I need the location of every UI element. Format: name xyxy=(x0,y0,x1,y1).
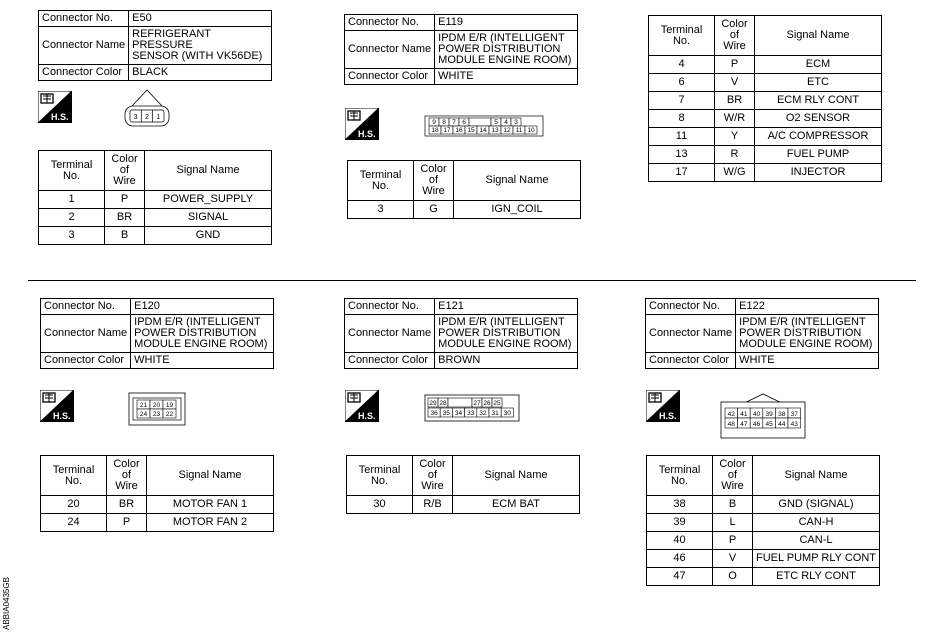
pin-number: 7 xyxy=(452,119,456,126)
pin-number: 15 xyxy=(467,127,475,134)
table-row: 3 G IGN_COIL xyxy=(348,201,581,219)
terminal-no-header: Terminal No. xyxy=(41,456,107,496)
name-line: REFRIGERANT PRESSURE xyxy=(132,28,211,51)
table-row: 30 R/B ECM BAT xyxy=(347,496,580,514)
connector-no-value: E119 xyxy=(435,15,578,31)
pin-number: 32 xyxy=(479,410,487,417)
hs-icon xyxy=(40,390,74,422)
svg-text:H.S.: H.S. xyxy=(53,411,71,421)
pin-number: 48 xyxy=(727,421,735,428)
pin-number: 17 xyxy=(443,127,451,134)
pin-number: 12 xyxy=(503,127,511,134)
connector-color-label: Connector Color xyxy=(345,353,435,369)
e119-terminal-table xyxy=(347,160,581,219)
connector-name-value: IPDM E/R (INTELLIGENT POWER DISTRIBUTION MODULE ENGINE ROOM) xyxy=(435,315,578,353)
e50-connector-header xyxy=(38,10,272,81)
connector-no-label: Connector No. xyxy=(41,299,131,315)
connector-no-value: E121 xyxy=(435,299,578,315)
table-row: 11 Y A/C COMPRESSOR xyxy=(649,128,882,146)
pin-number: 33 xyxy=(467,410,475,417)
connector-name-value: IPDM E/R (INTELLIGENT POWER DISTRIBUTION MODULE ENGINE ROOM) xyxy=(435,31,578,69)
table-row: 1 P POWER_SUPPLY xyxy=(39,191,272,209)
pin-number: 43 xyxy=(790,421,798,428)
pin-number: 44 xyxy=(778,421,786,428)
signal-name-header: Signal Name xyxy=(145,151,272,191)
pin-number: 26 xyxy=(483,400,491,407)
connector-no-label: Connector No. xyxy=(345,15,435,31)
table-row: 2 BR SIGNAL xyxy=(39,209,272,227)
connector-color-value: BLACK xyxy=(129,65,272,81)
hs-icon xyxy=(345,108,379,140)
pin-number: 39 xyxy=(765,411,773,418)
connector-color-value: WHITE xyxy=(736,353,879,369)
connector-color-value: WHITE xyxy=(435,69,578,85)
connector-name-value: IPDM E/R (INTELLIGENT POWER DISTRIBUTION MODULE ENGINE ROOM) xyxy=(131,315,274,353)
wire-color-header: Color of Wire xyxy=(107,456,147,496)
terminal-no-header: Terminal No. xyxy=(348,161,414,201)
pin-number: 3 xyxy=(514,119,518,126)
connector-name-label: Connector Name xyxy=(345,31,435,69)
pin-number: 8 xyxy=(442,119,446,126)
connector-name-label: Connector Name xyxy=(646,315,736,353)
pin-number: 28 xyxy=(439,400,447,407)
pin-number: 45 xyxy=(765,421,773,428)
svg-text:H.S.: H.S. xyxy=(659,411,677,421)
pin-number: 22 xyxy=(165,411,174,418)
table-row: 39 L CAN-H xyxy=(647,514,880,532)
table-row: 17 W/G INJECTOR xyxy=(649,164,882,182)
connector-color-value: WHITE xyxy=(131,353,274,369)
e122-connector-header xyxy=(645,298,879,369)
pin-number: 19 xyxy=(165,402,174,409)
pin-number: 40 xyxy=(752,411,761,418)
e120-connector-face xyxy=(128,392,186,426)
pin-number: 5 xyxy=(494,119,498,126)
pin-number: 37 xyxy=(790,411,798,418)
wire-color-header: Color of Wire xyxy=(715,16,755,56)
connector-name-value: IPDM E/R (INTELLIGENT POWER DISTRIBUTION MODULE ENGINE ROOM) xyxy=(736,315,879,353)
pin-number: 30 xyxy=(503,410,511,417)
pin-number: 14 xyxy=(479,127,487,134)
table-row: 20 BR MOTOR FAN 1 xyxy=(41,496,274,514)
section-divider xyxy=(28,280,916,281)
pin-number: 46 xyxy=(752,421,761,428)
table-row: 3 B GND xyxy=(39,227,272,245)
pin-number: 41 xyxy=(740,411,748,418)
svg-text:1: 1 xyxy=(156,114,161,121)
svg-text:H.S.: H.S. xyxy=(358,411,376,421)
e119-connector-face xyxy=(424,115,544,137)
terminal-no-header: Terminal No. xyxy=(649,16,715,56)
pin-number: 6 xyxy=(462,119,466,126)
connector-no-label: Connector No. xyxy=(39,11,129,27)
hs-icon xyxy=(345,390,379,422)
pin-number: 47 xyxy=(740,421,748,428)
table-row: 47 O ETC RLY CONT xyxy=(647,568,880,586)
wire-color-header: Color of Wire xyxy=(105,151,145,191)
pin-number: 16 xyxy=(455,127,463,134)
table-row: 46 V FUEL PUMP RLY CONT xyxy=(647,550,880,568)
connector-no-value: E122 xyxy=(736,299,879,315)
signal-name-header: Signal Name xyxy=(753,456,880,496)
pin-number: 13 xyxy=(491,127,499,134)
connector-name-label: Connector Name xyxy=(345,315,435,353)
terminal-table-top-right xyxy=(648,15,882,182)
connector-name-value xyxy=(129,27,272,65)
table-row: 13 R FUEL PUMP xyxy=(649,146,882,164)
connector-color-label: Connector Color xyxy=(39,65,129,81)
pin-number: 36 xyxy=(430,410,438,417)
connector-color-label: Connector Color xyxy=(646,353,736,369)
pin-number: 42 xyxy=(727,411,735,418)
pin-number: 20 xyxy=(152,402,161,409)
signal-name-header: Signal Name xyxy=(453,456,580,496)
pin-number: 4 xyxy=(504,119,508,126)
wire-color-header: Color of Wire xyxy=(413,456,453,496)
e119-connector-header xyxy=(344,14,578,85)
pin-number: 31 xyxy=(491,410,499,417)
e50-connector-face xyxy=(122,88,172,130)
wire-color-header: Color of Wire xyxy=(713,456,753,496)
table-row: 8 W/R O2 SENSOR xyxy=(649,110,882,128)
e121-connector-header xyxy=(344,298,578,369)
pin-cell xyxy=(448,398,472,407)
signal-name-header: Signal Name xyxy=(755,16,882,56)
pin-number: 29 xyxy=(429,400,437,407)
figure-code: ABBIA0435GB xyxy=(2,577,11,630)
connector-name-label: Connector Name xyxy=(41,315,131,353)
table-row: 4 P ECM xyxy=(649,56,882,74)
svg-text:H.S.: H.S. xyxy=(358,129,376,139)
terminal-no-header: Terminal No. xyxy=(39,151,105,191)
table-row: 38 B GND (SIGNAL) xyxy=(647,496,880,514)
terminal-no-header: Terminal No. xyxy=(347,456,413,496)
connector-name-label: Connector Name xyxy=(39,27,129,65)
name-line: SENSOR (WITH VK56DE) xyxy=(132,50,263,62)
pin-number: 35 xyxy=(442,410,450,417)
svg-text:2: 2 xyxy=(145,114,149,121)
pin-number: 10 xyxy=(527,127,535,134)
connector-color-label: Connector Color xyxy=(41,353,131,369)
table-row: 24 P MOTOR FAN 2 xyxy=(41,514,274,532)
e122-connector-face xyxy=(720,392,806,440)
connector-color-label: Connector Color xyxy=(345,69,435,85)
svg-text:H.S.: H.S. xyxy=(51,112,69,122)
e120-connector-header xyxy=(40,298,274,369)
hs-icon xyxy=(38,91,72,123)
e122-terminal-table xyxy=(646,455,880,586)
pin-number: 24 xyxy=(139,411,148,418)
pin-number: 38 xyxy=(778,411,786,418)
table-row: 40 P CAN-L xyxy=(647,532,880,550)
connector-no-value: E120 xyxy=(131,299,274,315)
pin-number: 27 xyxy=(473,400,481,407)
pin-number: 9 xyxy=(432,119,436,126)
e121-terminal-table xyxy=(346,455,580,514)
connector-no-label: Connector No. xyxy=(345,299,435,315)
terminal-no-header: Terminal No. xyxy=(647,456,713,496)
connector-no-label: Connector No. xyxy=(646,299,736,315)
table-row: 7 BR ECM RLY CONT xyxy=(649,92,882,110)
table-row: 6 V ETC xyxy=(649,74,882,92)
hs-icon xyxy=(646,390,680,422)
e121-connector-face xyxy=(424,394,520,422)
pin-number: 18 xyxy=(431,127,439,134)
signal-name-header: Signal Name xyxy=(454,161,581,201)
pin-cell xyxy=(469,118,491,126)
connector-no-value: E50 xyxy=(129,11,272,27)
pin-number: 21 xyxy=(139,402,148,409)
e50-terminal-table xyxy=(38,150,272,245)
pin-number: 34 xyxy=(454,410,463,417)
pin-number: 11 xyxy=(515,127,523,134)
e120-terminal-table xyxy=(40,455,274,532)
pin-number: 25 xyxy=(493,400,501,407)
wire-color-header: Color of Wire xyxy=(414,161,454,201)
connector-color-value: BROWN xyxy=(435,353,578,369)
signal-name-header: Signal Name xyxy=(147,456,274,496)
pin-number: 23 xyxy=(152,411,161,418)
svg-text:3: 3 xyxy=(133,114,138,121)
